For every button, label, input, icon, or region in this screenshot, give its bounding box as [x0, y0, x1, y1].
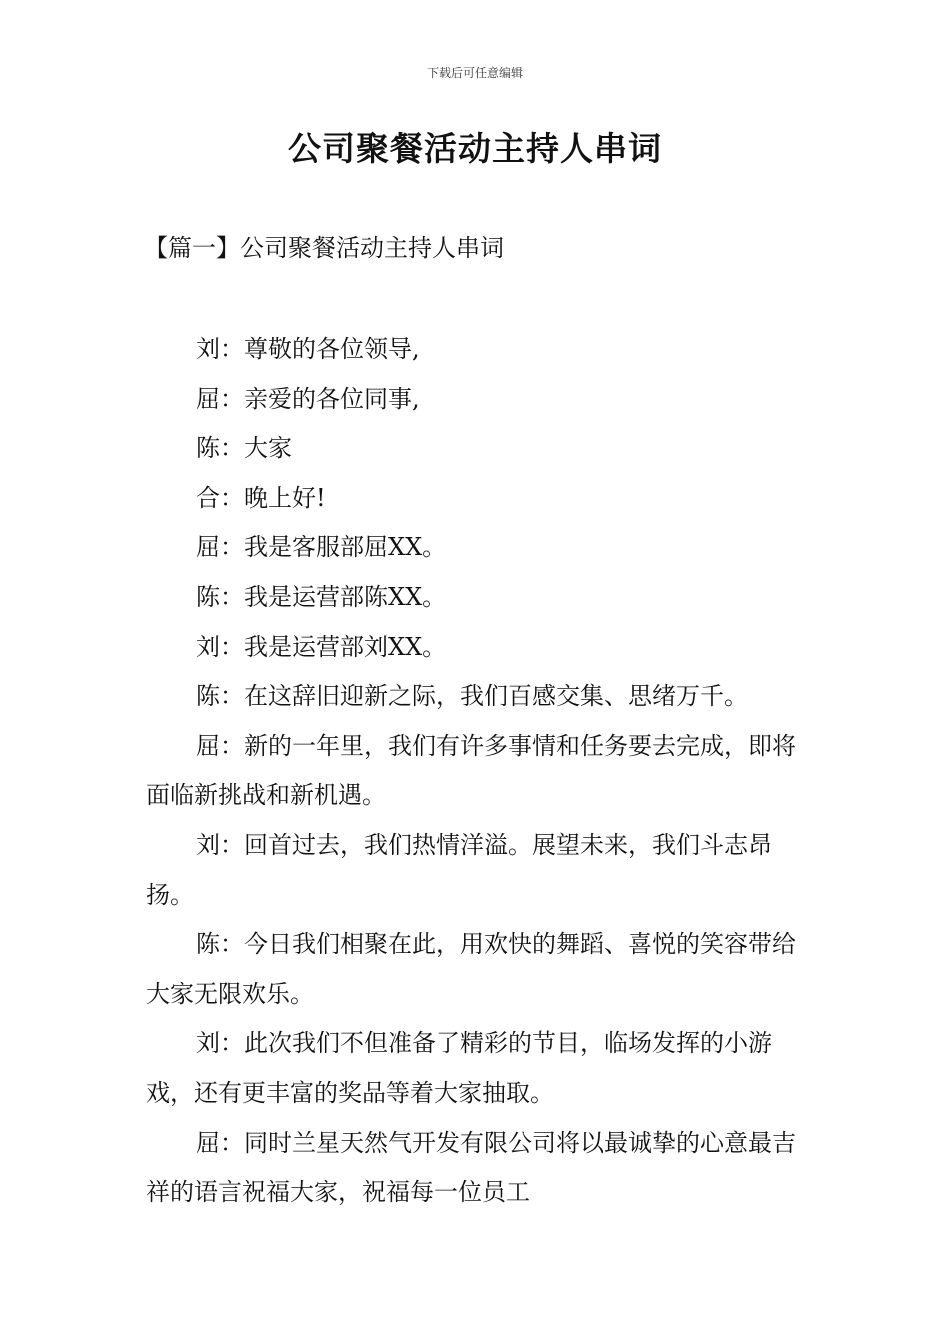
- script-line: 陈：我是运营部陈XX。: [196, 582, 447, 611]
- script-line: 陈：今日我们相聚在此，用欢快的舞蹈、喜悦的笑容带给大家无限欢乐。: [146, 930, 796, 1008]
- script-line: 屈：亲爱的各位同事,: [196, 384, 420, 413]
- script-line: 陈：大家: [196, 434, 292, 463]
- script-line: 陈：在这辞旧迎新之际，我们百感交集、思绪万千。: [196, 682, 748, 711]
- script-line: 合：晚上好!: [196, 483, 326, 512]
- script-line: 刘：此次我们不但准备了精彩的节目，临场发挥的小游戏，还有更丰富的奖品等着大家抽取。: [146, 1029, 772, 1107]
- script-line: 刘：回首过去，我们热情洋溢。展望未来，我们斗志昂扬。: [146, 830, 772, 909]
- script-line: 屈：新的一年里，我们有许多事情和任务要去完成，即将面临新挑战和新机遇。: [146, 731, 796, 810]
- script-line: 屈：同时兰星天然气开发有限公司将以最诚挚的心意最吉祥的语言祝福大家，祝福每一位员工: [146, 1128, 796, 1207]
- document-title: 公司聚餐活动主持人串词: [288, 129, 662, 168]
- page-header-note: 下载后可任意编辑: [426, 66, 523, 80]
- script-line: 刘：我是运营部刘XX。: [196, 632, 447, 661]
- document-body: [146, 325, 810, 1218]
- section-heading: 【篇一】公司聚餐活动主持人串词: [144, 234, 504, 262]
- script-line: 刘：尊敬的各位领导,: [196, 335, 420, 363]
- script-line: 屈：我是客服部屈XX。: [196, 533, 447, 562]
